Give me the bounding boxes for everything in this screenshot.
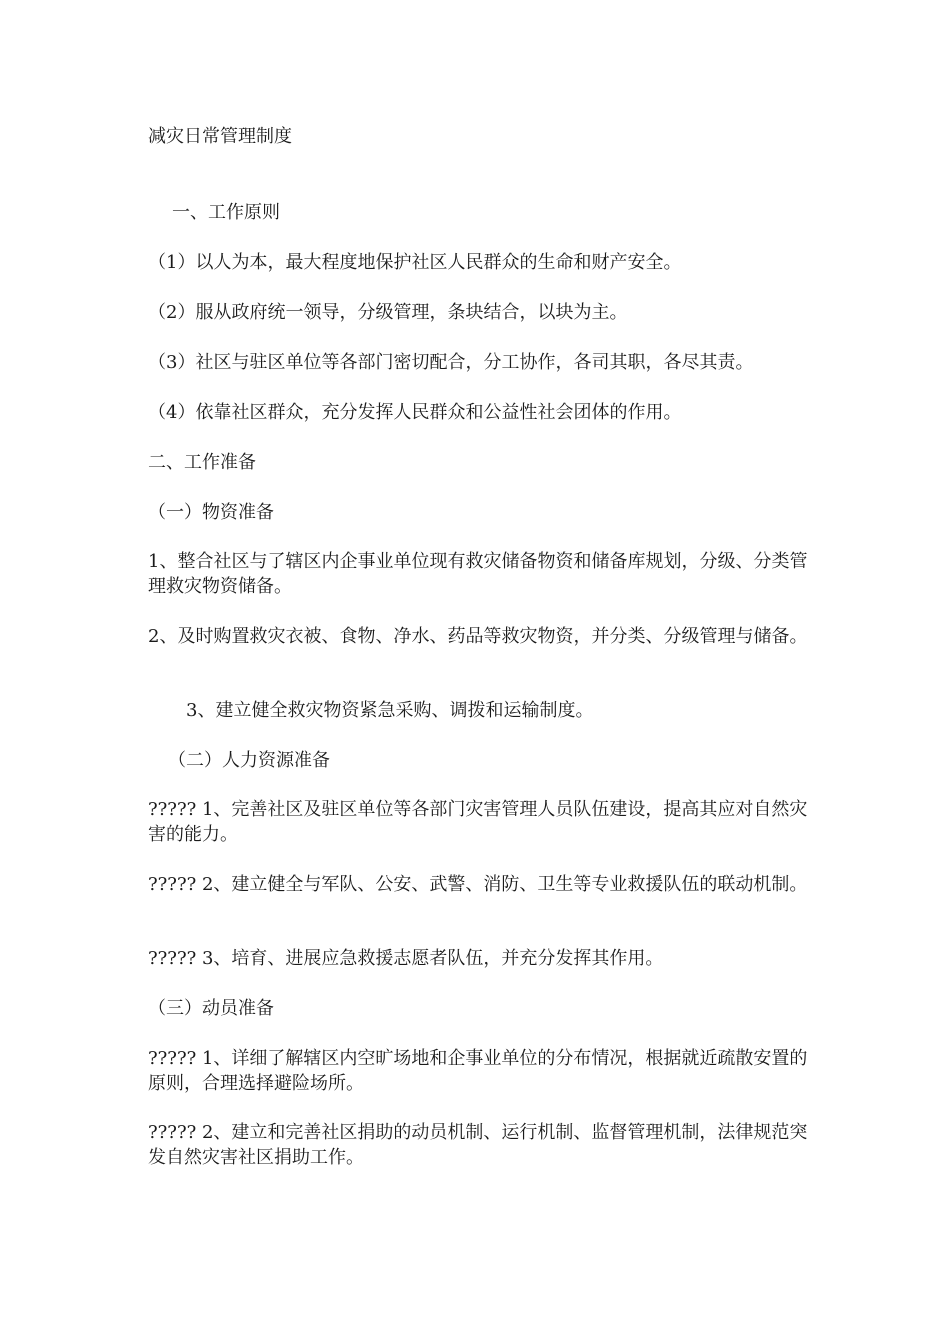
principle-item: （2）服从政府统一领导，分级管理，条块结合，以块为主。 bbox=[148, 302, 628, 323]
mobilization-item: ????? 2、建立和完善社区捐助的动员机制、运行机制、监督管理机制，法律规范突发自然灾害社区捐助工作。 bbox=[148, 1122, 808, 1168]
subsection-heading-mobilization: （三）动员准备 bbox=[148, 998, 274, 1019]
section-heading-preparation: 二、工作准备 bbox=[148, 452, 256, 473]
subsection-heading-human-resources: （二）人力资源准备 bbox=[168, 750, 330, 771]
document-title: 减灾日常管理制度 bbox=[148, 126, 292, 147]
materials-item: 1、整合社区与了辖区内企事业单位现有救灾储备物资和储备库规划，分级、分类管理救灾物资储备。 bbox=[148, 551, 808, 597]
mobilization-item: ????? 1、详细了解辖区内空旷场地和企事业单位的分布情况，根据就近疏散安置的原则，合理选择避险场所。 bbox=[148, 1048, 808, 1094]
section-heading-principles: 一、工作原则 bbox=[172, 202, 280, 223]
materials-item: 2、及时购置救灾衣被、食物、净水、药品等救灾物资，并分类、分级管理与储备。 bbox=[148, 626, 808, 647]
human-resources-item: ????? 1、完善社区及驻区单位等各部门灾害管理人员队伍建设，提高其应对自然灾害的能力。 bbox=[148, 799, 808, 845]
principle-item: （1）以人为本，最大程度地保护社区人民群众的生命和财产安全。 bbox=[148, 252, 682, 273]
principle-item: （3）社区与驻区单位等各部门密切配合，分工协作，各司其职，各尽其责。 bbox=[148, 352, 754, 373]
human-resources-item: ????? 2、建立健全与军队、公安、武警、消防、卫生等专业救援队伍的联动机制。 bbox=[148, 874, 808, 895]
materials-item: 3、建立健全救灾物资紧急采购、调拨和运输制度。 bbox=[186, 700, 594, 721]
subsection-heading-materials: （一）物资准备 bbox=[148, 502, 274, 523]
principle-item: （4）依靠社区群众，充分发挥人民群众和公益性社会团体的作用。 bbox=[148, 402, 682, 423]
human-resources-item: ????? 3、培育、进展应急救援志愿者队伍，并充分发挥其作用。 bbox=[148, 948, 664, 969]
